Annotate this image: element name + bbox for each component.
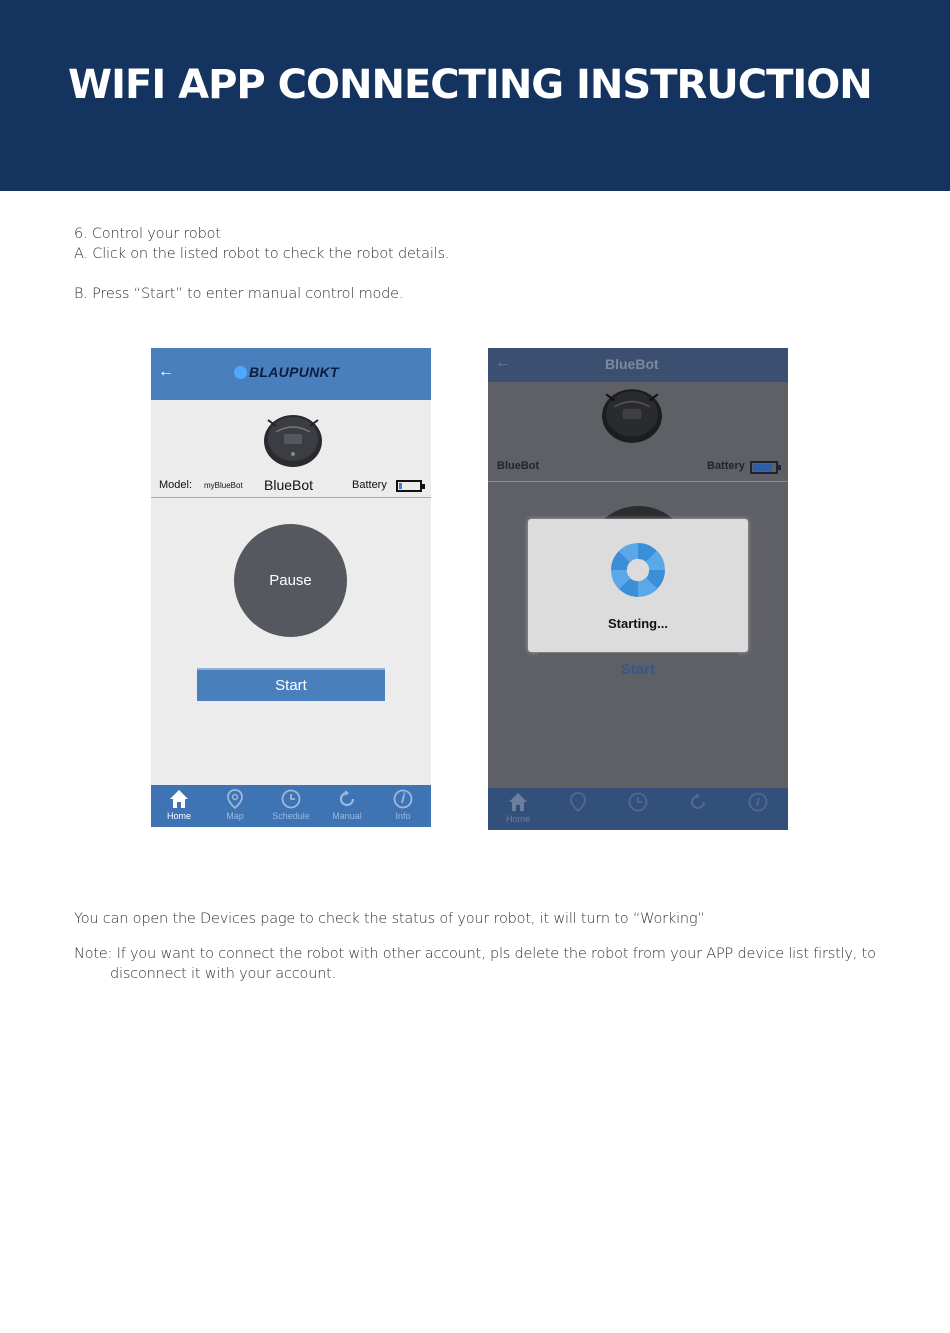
clock-icon <box>280 788 302 810</box>
dialog-status-text: Starting... <box>608 616 668 631</box>
bottom-nav <box>488 788 788 830</box>
phone-screenshot-robot-details <box>151 348 431 827</box>
step-6-text: 6. Control your robot <box>74 226 221 242</box>
nav-manual[interactable] <box>319 785 375 827</box>
robot-name: BlueBot <box>497 460 540 472</box>
note-text-line-1: Note: If you want to connect the robot with other account, pls delete the robot from your APP device list firstly, to <box>74 946 876 962</box>
app-title: BlueBot <box>605 356 659 372</box>
nav-schedule <box>608 788 668 830</box>
nav-label: Map <box>226 811 244 821</box>
info-icon <box>747 791 769 813</box>
battery-icon <box>750 461 778 474</box>
home-icon <box>507 791 529 813</box>
nav-map[interactable] <box>207 785 263 827</box>
battery-label: Battery <box>707 460 745 472</box>
map-pin-icon <box>224 788 246 810</box>
nav-label: Info <box>395 811 411 821</box>
home-icon <box>168 788 190 810</box>
nav-info[interactable] <box>375 785 431 827</box>
pause-button[interactable]: Pause <box>234 524 347 637</box>
page-title: WIFI APP CONNECTING INSTRUCTION <box>68 62 872 108</box>
loading-spinner-icon <box>609 541 667 599</box>
nav-label: Schedule <box>272 811 310 821</box>
step-b-text: B. Press “Start” to enter manual control mode. <box>74 286 404 302</box>
nav-home[interactable] <box>151 785 207 827</box>
bottom-nav <box>151 785 431 827</box>
devices-note-text: You can open the Devices page to check the status of your robot, it will turn to “Working” <box>74 911 705 927</box>
step-a-text: A. Click on the listed robot to check the robot details. <box>74 246 450 262</box>
back-arrow-icon[interactable]: ← <box>495 354 511 371</box>
start-button[interactable]: Start <box>197 668 385 701</box>
phone-screenshot-starting <box>488 348 788 830</box>
note-text-line-2: disconnect it with your account. <box>110 966 337 982</box>
refresh-icon <box>336 788 358 810</box>
back-arrow-icon[interactable]: ← <box>158 363 174 380</box>
nav-label: Home <box>505 814 530 824</box>
starting-dialog <box>528 519 748 652</box>
robot-info-row <box>488 454 788 482</box>
start-button-dimmed: Start <box>538 653 738 686</box>
robot-name: BlueBot <box>264 477 314 493</box>
battery-icon <box>396 480 422 492</box>
refresh-icon <box>687 791 709 813</box>
model-value: myBlueBot <box>204 481 243 490</box>
nav-manual <box>668 788 728 830</box>
info-icon <box>392 788 414 810</box>
app-top-bar <box>488 348 788 382</box>
nav-info <box>728 788 788 830</box>
clock-icon <box>627 791 649 813</box>
robot-info-row <box>151 476 431 498</box>
model-label: Model: <box>159 479 193 491</box>
battery-label: Battery <box>352 479 387 491</box>
robot-vacuum-icon <box>600 384 664 446</box>
nav-label: Manual <box>332 811 362 821</box>
nav-label: Home <box>166 811 191 821</box>
nav-map <box>548 788 608 830</box>
nav-schedule[interactable] <box>263 785 319 827</box>
brand-name: BLAUPUNKT <box>249 364 339 380</box>
nav-home <box>488 788 548 830</box>
robot-vacuum-icon <box>262 410 324 470</box>
brand-logo-icon <box>234 366 247 379</box>
map-pin-icon <box>567 791 589 813</box>
app-top-bar <box>151 348 431 400</box>
